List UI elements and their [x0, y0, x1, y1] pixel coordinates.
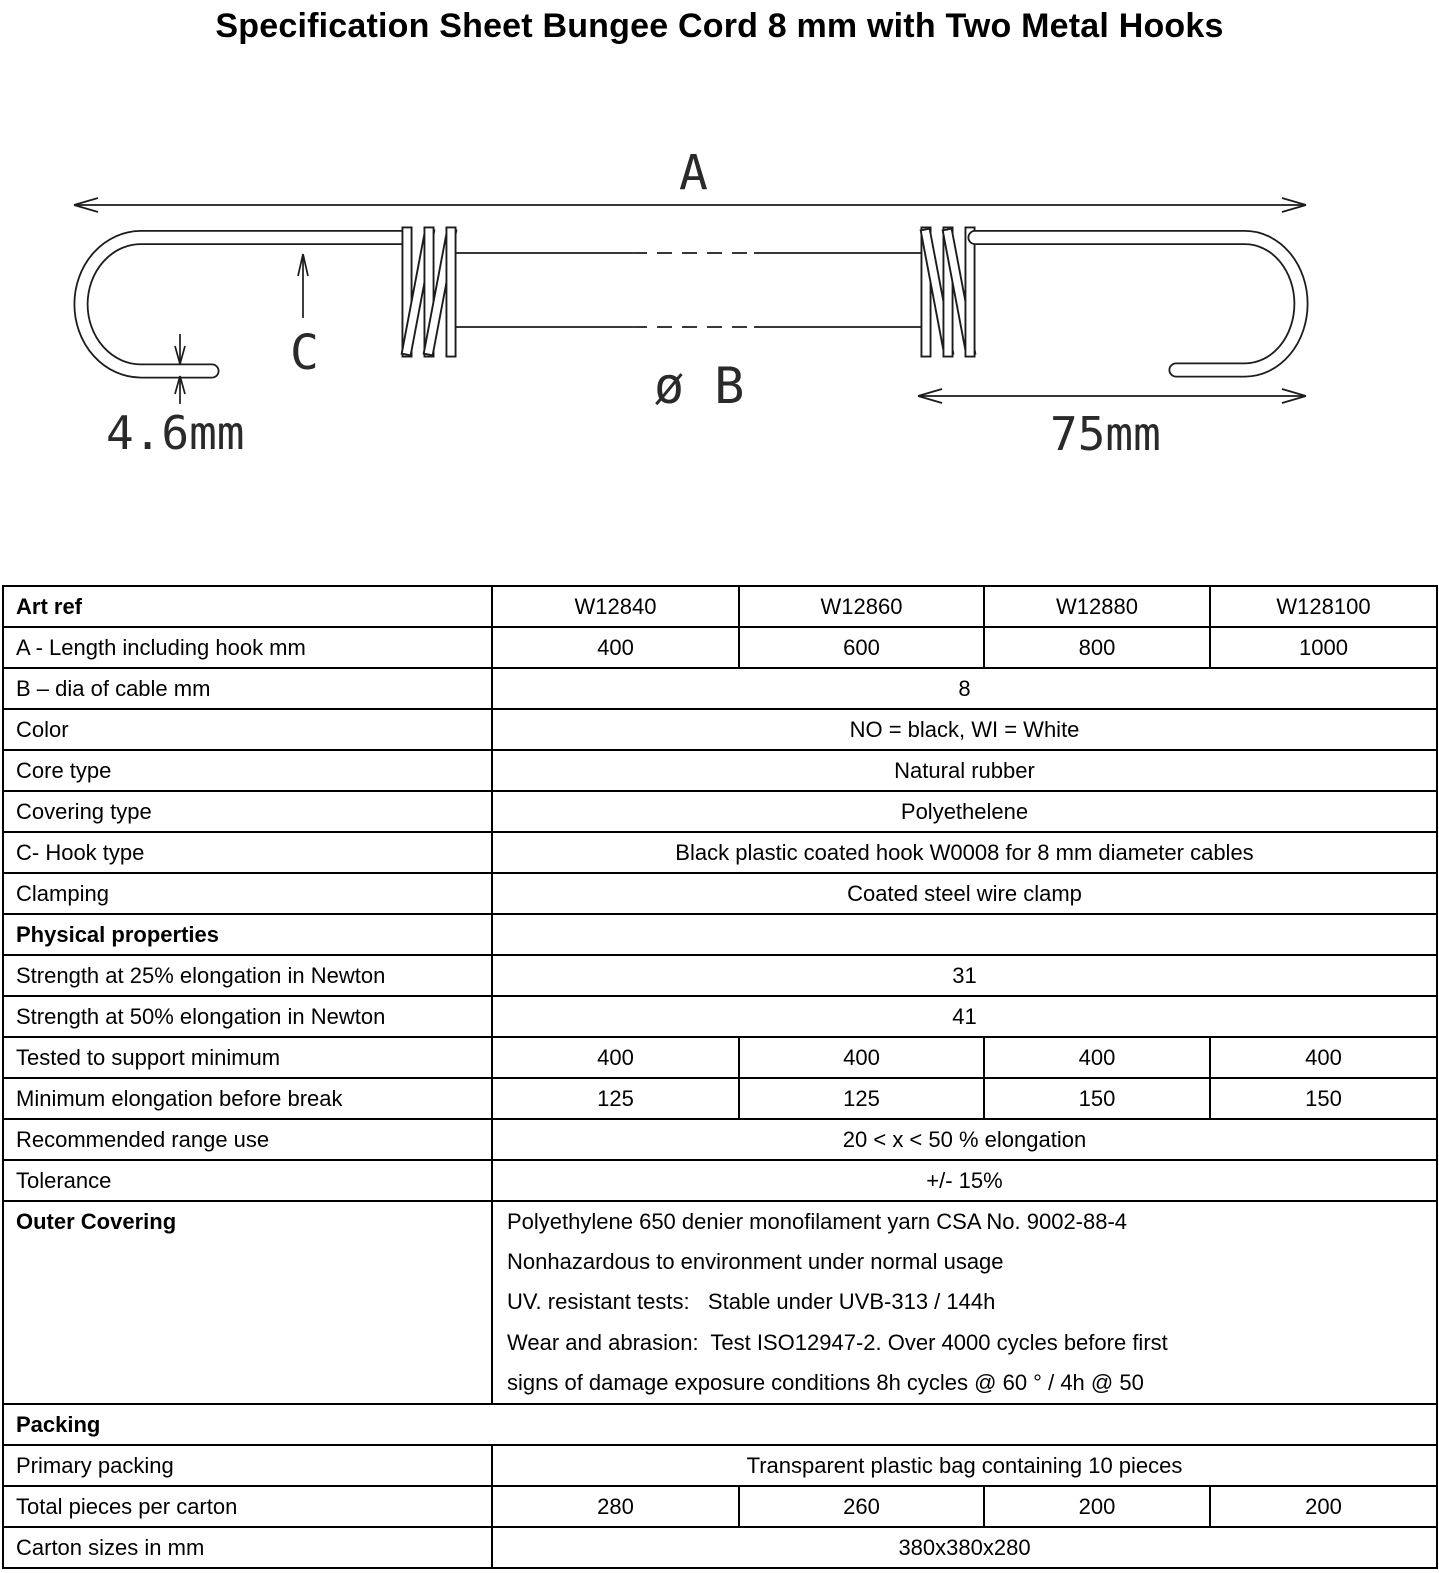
row-pieces-per-carton	[3, 1486, 1437, 1527]
row-length	[3, 627, 1437, 668]
row-label: Primary packing	[3, 1445, 492, 1486]
s25-value: 31	[492, 955, 1437, 996]
dia-value: 8	[492, 668, 1437, 709]
row-label: Core type	[3, 750, 492, 791]
elong-2: 125	[739, 1078, 984, 1119]
page-title: Specification Sheet Bungee Cord 8 mm with Two Metal Hooks	[215, 7, 1224, 45]
outer-line-1: Polyethylene 650 denier monofilament yarn CSA No. 9002-88-4	[507, 1209, 1128, 1234]
row-label: Covering type	[3, 791, 492, 832]
dimension-overall-length	[74, 145, 1306, 212]
row-min-elongation	[3, 1078, 1437, 1119]
art-ref-1: W12840	[492, 586, 739, 627]
covering-value: Polyethelene	[492, 791, 1437, 832]
row-tolerance	[3, 1160, 1437, 1201]
art-ref-4: W128100	[1210, 586, 1437, 627]
left-wire-clamp	[407, 232, 451, 352]
core-value: Natural rubber	[492, 750, 1437, 791]
pieces-3: 200	[984, 1486, 1210, 1527]
dimension-hook-length	[918, 389, 1306, 461]
row-covering-type	[3, 791, 1437, 832]
row-label: Minimum elongation before break	[3, 1078, 492, 1119]
dim-dia-label: ø B	[654, 357, 745, 415]
row-label: Strength at 50% elongation in Newton	[3, 996, 492, 1037]
tested-4: 400	[1210, 1037, 1437, 1078]
row-tested-minimum	[3, 1037, 1437, 1078]
row-label: A - Length including hook mm	[3, 627, 492, 668]
outer-line-4: Wear and abrasion: Test ISO12947-2. Over 4000 cycles before first	[507, 1329, 1168, 1355]
outer-line-2: Nonhazardous to environment under normal usage	[507, 1249, 1004, 1275]
length-2: 600	[739, 627, 984, 668]
spec-table	[2, 585, 1438, 1569]
row-outer-covering	[3, 1201, 1437, 1404]
pieces-4: 200	[1210, 1486, 1437, 1527]
length-1: 400	[492, 627, 739, 668]
dim-c-label: C	[290, 325, 319, 381]
row-label: Art ref	[3, 586, 492, 627]
dim-a-label: A	[679, 145, 708, 201]
dimension-hook-height	[290, 254, 319, 381]
dim-wire-label: 4.6mm	[106, 406, 245, 460]
row-label: Strength at 25% elongation in Newton	[3, 955, 492, 996]
row-label: Recommended range use	[3, 1119, 492, 1160]
right-hook-outline	[975, 238, 1301, 371]
row-strength-25	[3, 955, 1437, 996]
section-label: Packing	[3, 1404, 1437, 1445]
cable-lines	[456, 253, 922, 327]
primary-value: Transparent plastic bag containing 10 pieces	[492, 1445, 1437, 1486]
row-clamping	[3, 873, 1437, 914]
right-wire-clamp	[926, 232, 970, 352]
section-label: Physical properties	[3, 914, 492, 955]
hook-value: Black plastic coated hook W0008 for 8 mm diameter cables	[492, 832, 1437, 873]
row-recommended-range	[3, 1119, 1437, 1160]
length-4: 1000	[1210, 627, 1437, 668]
elong-1: 125	[492, 1078, 739, 1119]
clamping-value: Coated steel wire clamp	[492, 873, 1437, 914]
color-value: NO = black, WI = White	[492, 709, 1437, 750]
pieces-2: 260	[739, 1486, 984, 1527]
row-primary-packing	[3, 1445, 1437, 1486]
s50-value: 41	[492, 996, 1437, 1037]
dim-hooklen-label: 75mm	[1050, 407, 1161, 461]
left-hook-outline	[81, 238, 404, 372]
art-ref-3: W12880	[984, 586, 1210, 627]
section-label: Outer Covering	[3, 1201, 492, 1404]
row-color	[3, 709, 1437, 750]
tested-1: 400	[492, 1037, 739, 1078]
tolerance-value: +/- 15%	[492, 1160, 1437, 1201]
row-strength-50	[3, 996, 1437, 1037]
dimension-wire-thickness	[106, 334, 244, 460]
row-core-type	[3, 750, 1437, 791]
row-art-ref	[3, 586, 1437, 627]
technical-drawing	[0, 0, 1439, 500]
elong-4: 150	[1210, 1078, 1437, 1119]
row-label: Total pieces per carton	[3, 1486, 492, 1527]
row-label: C- Hook type	[3, 832, 492, 873]
tested-3: 400	[984, 1037, 1210, 1078]
art-ref-2: W12860	[739, 586, 984, 627]
dimension-cable-diameter	[654, 357, 744, 415]
physical-empty	[492, 914, 1437, 955]
row-dia	[3, 668, 1437, 709]
pieces-1: 280	[492, 1486, 739, 1527]
outer-line-5: signs of damage exposure conditions 8h cycles @ 60 ° / 4h @ 50	[507, 1369, 1144, 1395]
row-label: Clamping	[3, 873, 492, 914]
outer-line-3: UV. resistant tests: Stable under UVB-313 / 144h	[507, 1289, 996, 1315]
row-label: Tested to support minimum	[3, 1037, 492, 1078]
row-label: Carton sizes in mm	[3, 1527, 492, 1568]
row-hook-type	[3, 832, 1437, 873]
row-label: Color	[3, 709, 492, 750]
range-value: 20 < x < 50 % elongation	[492, 1119, 1437, 1160]
length-3: 800	[984, 627, 1210, 668]
elong-3: 150	[984, 1078, 1210, 1119]
carton-value: 380x380x280	[492, 1527, 1437, 1568]
row-physical-properties	[3, 914, 1437, 955]
outer-covering-text	[492, 1201, 1437, 1404]
row-label: B – dia of cable mm	[3, 668, 492, 709]
row-carton-sizes	[3, 1527, 1437, 1568]
row-packing	[3, 1404, 1437, 1445]
tested-2: 400	[739, 1037, 984, 1078]
row-label: Tolerance	[3, 1160, 492, 1201]
